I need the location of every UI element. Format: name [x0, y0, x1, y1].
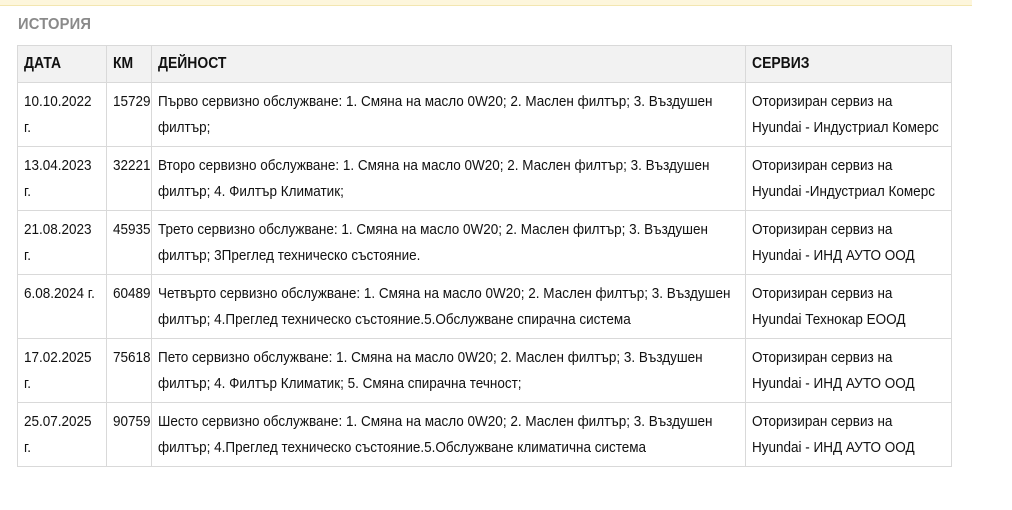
cell-service: Оторизиран сервиз на Hyundai - Индустриал Комерс	[745, 83, 951, 147]
table-body	[18, 83, 952, 467]
header-service: СЕРВИЗ	[745, 46, 951, 83]
cell-date: 25.07.2025 г.	[18, 403, 107, 467]
table-row	[18, 147, 952, 211]
cell-service: Оторизиран сервиз на Hyundai - ИНД АУТО ООД	[745, 403, 951, 467]
table-header	[18, 46, 952, 83]
header-date: ДАТА	[18, 46, 107, 83]
cell-service: Оторизиран сервиз на Hyundai -Индустриал Комерс	[745, 147, 951, 211]
cell-service: Оторизиран сервиз на Hyundai Технокар ЕООД	[745, 275, 951, 339]
top-banner-strip	[0, 0, 972, 6]
cell-activity: Второ сервизно обслужване: 1. Смяна на масло 0W20; 2. Маслен филтър; 3. Въздушен филтър; 4. Филтър Климатик;	[152, 147, 745, 211]
cell-km: 15729	[106, 83, 151, 147]
cell-activity: Трето сервизно обслужване: 1. Смяна на масло 0W20; 2. Маслен филтър; 3. Въздушен филтър; 3Преглед техническо състояние.	[152, 211, 745, 275]
cell-date: 6.08.2024 г.	[18, 275, 107, 339]
cell-km: 45935	[106, 211, 151, 275]
history-table	[17, 45, 952, 467]
cell-service: Оторизиран сервиз на Hyundai - ИНД АУТО ООД	[745, 211, 951, 275]
cell-km: 32221	[106, 147, 151, 211]
table-row	[18, 83, 952, 147]
table-row	[18, 211, 952, 275]
cell-km: 90759	[106, 403, 151, 467]
cell-km: 75618	[106, 339, 151, 403]
table-row	[18, 275, 952, 339]
cell-service: Оторизиран сервиз на Hyundai - ИНД АУТО ООД	[745, 339, 951, 403]
cell-activity: Пето сервизно обслужване: 1. Смяна на масло 0W20; 2. Маслен филтър; 3. Въздушен филтър; 4. Филтър Климатик; 5. Смяна спирачна течност;	[152, 339, 745, 403]
header-km: КМ	[106, 46, 151, 83]
table-row	[18, 403, 952, 467]
cell-date: 21.08.2023 г.	[18, 211, 107, 275]
table-row	[18, 339, 952, 403]
header-row	[18, 46, 952, 83]
cell-date: 17.02.2025 г.	[18, 339, 107, 403]
cell-activity: Четвърто сервизно обслужване: 1. Смяна на масло 0W20; 2. Маслен филтър; 3. Въздушен филтър; 4.Преглед техническо състояние.5.Обслужване спирачна система	[152, 275, 745, 339]
header-activity: ДЕЙНОСТ	[152, 46, 745, 83]
cell-date: 10.10.2022 г.	[18, 83, 107, 147]
cell-km: 60489	[106, 275, 151, 339]
cell-activity: Шесто сервизно обслужване: 1. Смяна на масло 0W20; 2. Маслен филтър; 3. Въздушен филтър; 4.Преглед техническо състояние.5.Обслужване климатична система	[152, 403, 745, 467]
section-title: ИСТОРИЯ	[18, 16, 92, 33]
cell-activity: Първо сервизно обслужване: 1. Смяна на масло 0W20; 2. Маслен филтър; 3. Въздушен филтър;	[152, 83, 745, 147]
cell-date: 13.04.2023 г.	[18, 147, 107, 211]
